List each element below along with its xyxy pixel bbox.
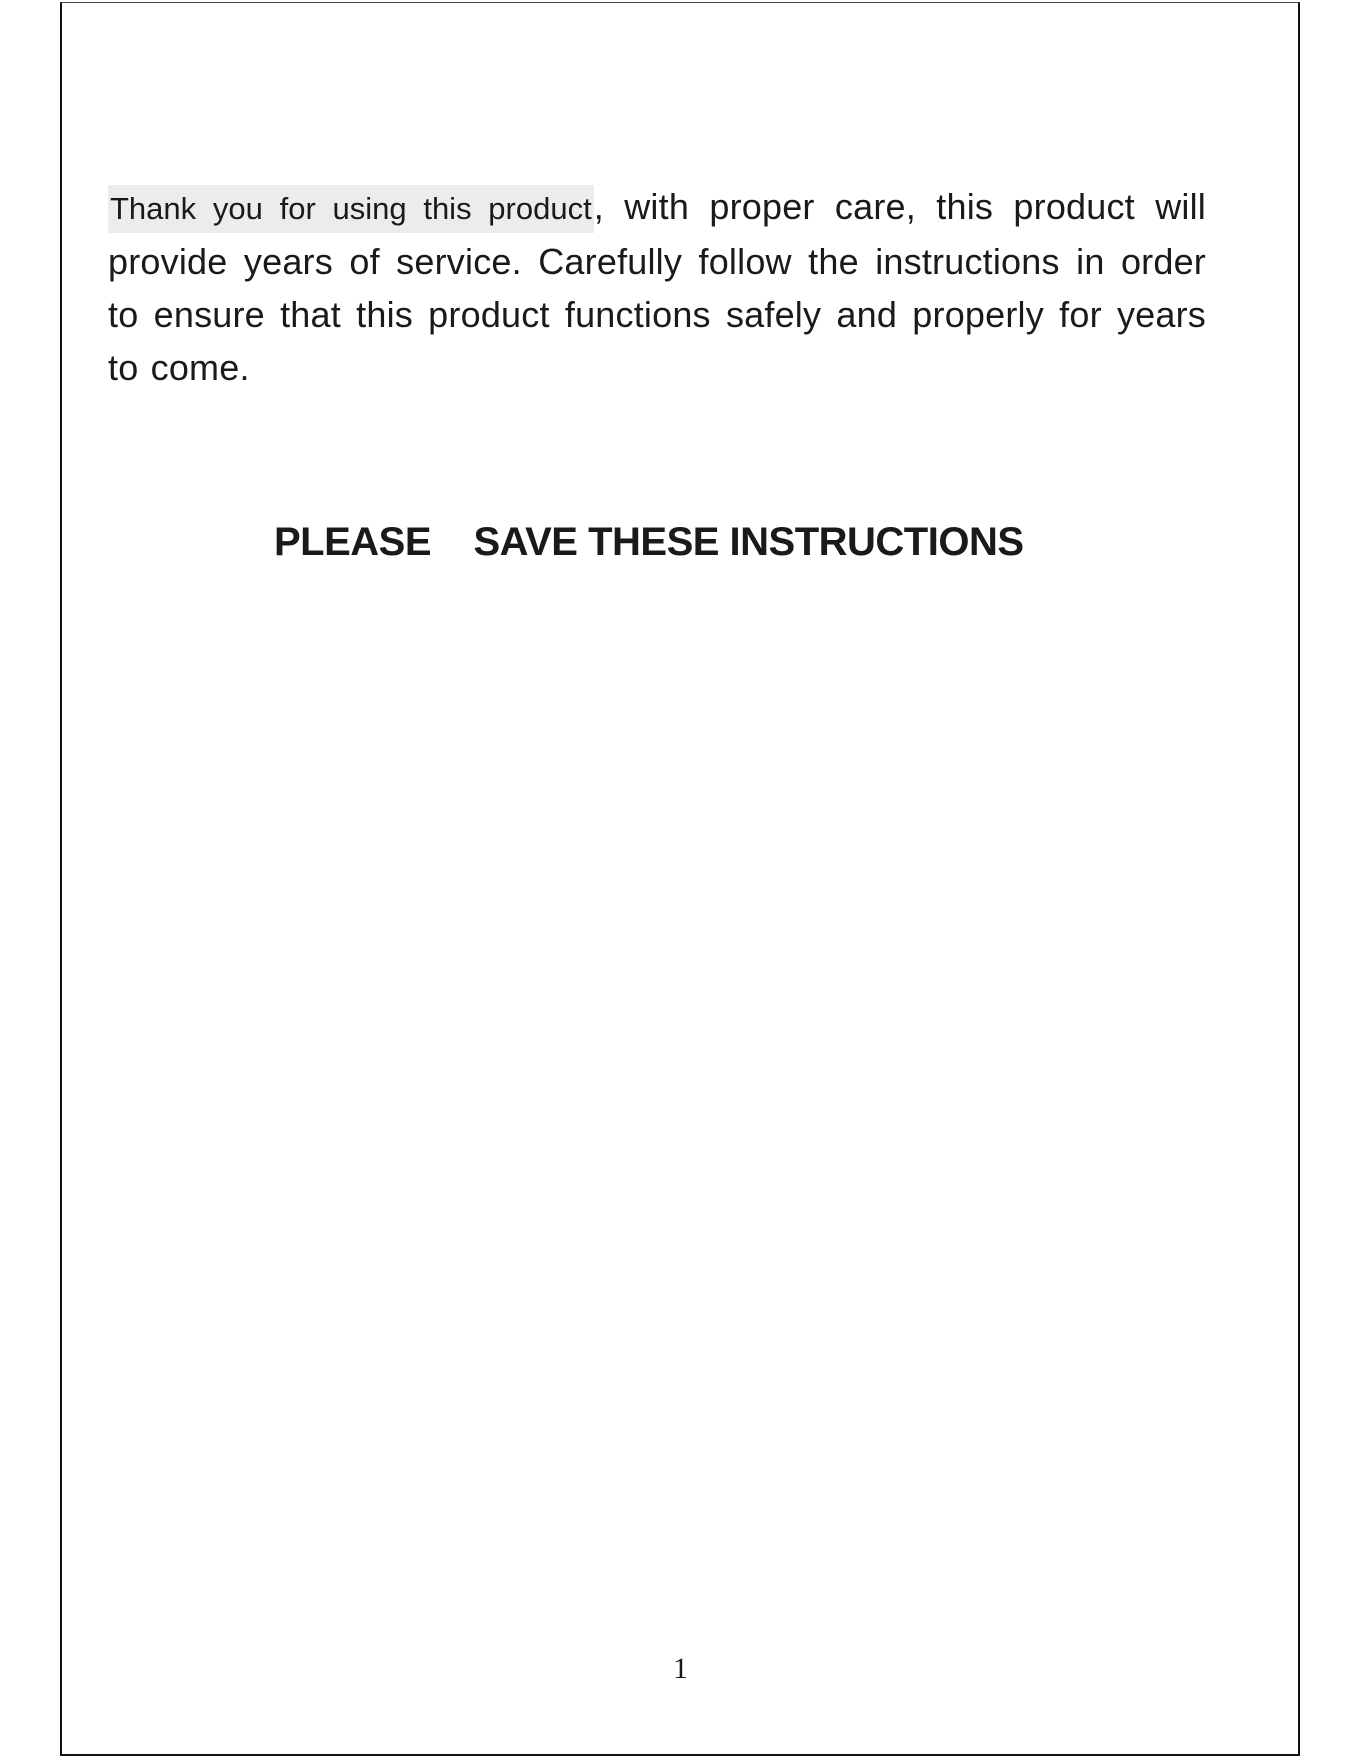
intro-text: , with proper care, this product will provide years of service. Carefully follow the instructions in order to ensure that this product functions safely and properly for years to come.	[108, 186, 1206, 388]
save-instructions-heading: PLEASE SAVE THESE INSTRUCTIONS	[274, 520, 1024, 564]
page-number: 1	[673, 1652, 688, 1685]
highlighted-text: Thank you for using this product	[108, 185, 594, 233]
intro-paragraph	[108, 180, 1206, 394]
